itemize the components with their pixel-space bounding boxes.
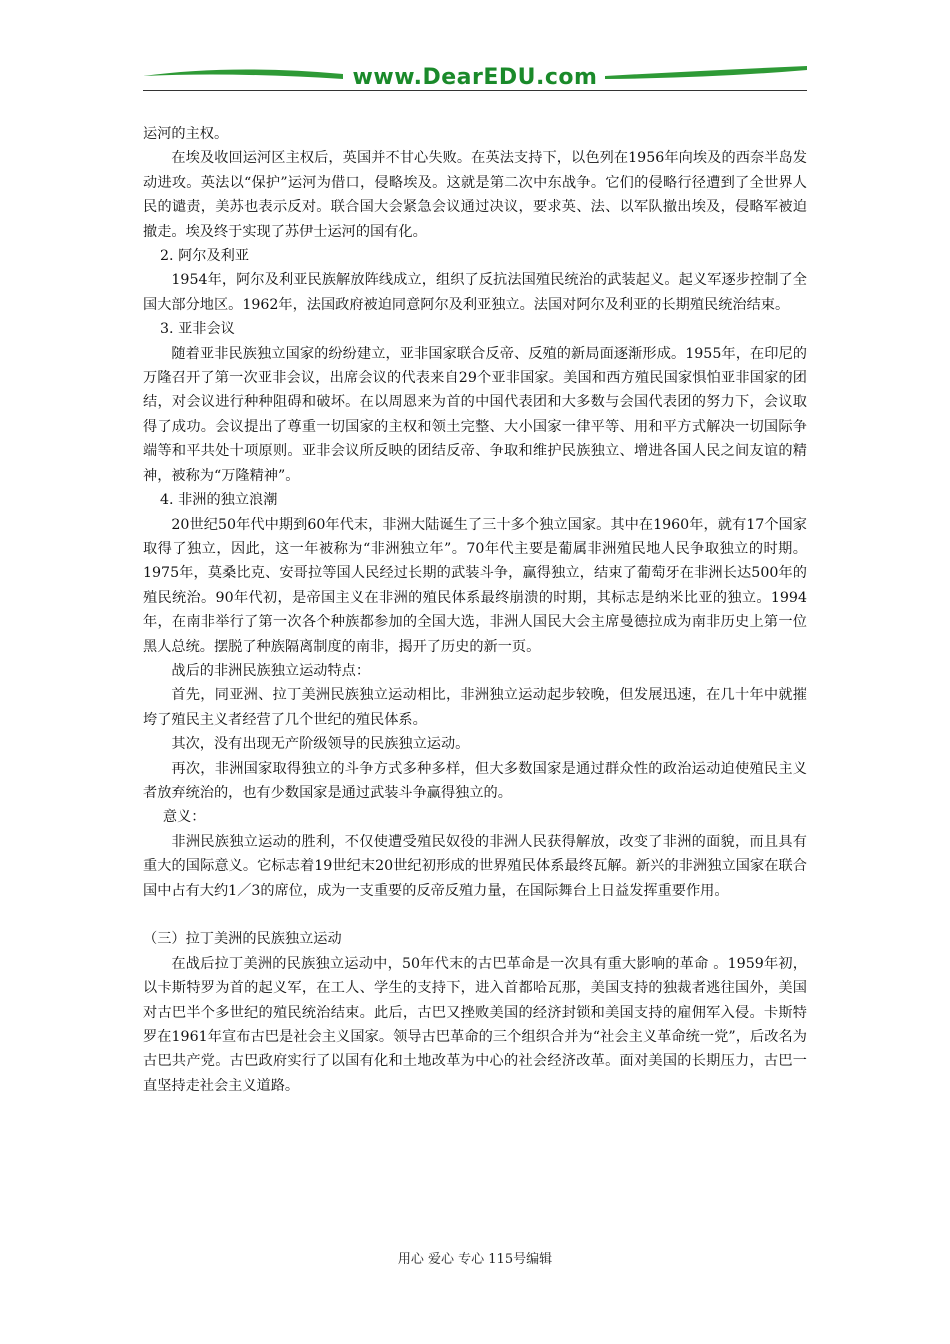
paragraph: 20世纪50年代中期到60年代末，非洲大陆诞生了三十多个独立国家。其中在1960年，就有17个国家取得了独立，因此，这一年被称为“非洲独立年”。70年代主要是葡属非洲殖民地人民争取独立的时期。1975年，莫桑比克、安哥拉等国人民经过长期的武装斗争，赢得独立，结束了葡萄牙在非洲长达500年的殖民统治。90年代初，是帝国主义在非洲的殖民体系最终崩溃的时期，其标志是纳米比亚的独立。1994年，在南非举行了第一次各个种族都参加的全国大选，非洲人国民大会主席曼德拉成为南非历史上第一位黑人总统。摆脱了种族隔离制度的南非，揭开了历史的新一页。	[143, 516, 807, 655]
paragraph: 再次，非洲国家取得独立的斗争方式多种多样，但大多数国家是通过群众性的政治运动迫使殖民主义者放弃统治的，也有少数国家是通过武装斗争赢得独立的。	[143, 760, 807, 801]
section-heading: 4. 非洲的独立浪潮	[160, 492, 278, 509]
blank-line	[143, 903, 807, 927]
paragraph: 运河的主权。	[143, 126, 229, 142]
page-footer: 用心 爱心 专心 115号编辑	[397, 1252, 553, 1267]
section-heading: 意义：	[162, 809, 206, 826]
page-header	[143, 60, 807, 94]
paragraph: 在埃及收回运河区主权后，英国并不甘心失败。在英法支持下，以色列在1956年向埃及的西奈半岛发动进攻。英法以“保护”运河为借口，侵略埃及。这就是第二次中东战争。它们的侵略行径遭到了全世界人民的谴责，美苏也表示反对。联合国大会紧急会议通过决议，要求英、法、以军队撤出埃及，侵略军被迫撤走。埃及终于实现了苏伊士运河的国有化。	[143, 150, 807, 240]
paragraph: 战后的非洲民族独立运动特点：	[171, 662, 371, 679]
paragraph: 随着亚非民族独立国家的纷纷建立，亚非国家联合反帝、反殖的新局面逐渐形成。1955年，在印尼的万隆召开了第一次亚非会议，出席会议的代表来自29个亚非国家。美国和西方殖民国家惧怕亚非国家的团结，对会议进行种种阻碍和破坏。在以周恩来为首的中国代表团和大多数与会国代表团的努力下，会议取得了成功。会议提出了尊重一切国家的主权和领土完整、大小国家一律平等、用和平方式解决一切国际争端等和平共处十项原则。亚非会议所反映的团结反帝、争取和维护民族独立、增进各国人民之间友谊的精神，被称为“万隆精神”。	[143, 345, 807, 484]
site-logo: www.DearEDU.com	[352, 65, 598, 90]
section-heading: 2. 阿尔及利亚	[160, 248, 250, 265]
paragraph: 首先，同亚洲、拉丁美洲民族独立运动相比，非洲独立运动起步较晚，但发展迅速，在几十年中就摧垮了殖民主义者经营了几个世纪的殖民体系。	[143, 687, 807, 728]
section-heading: 3. 亚非会议	[160, 321, 235, 338]
paragraph: 其次，没有出现无产阶级领导的民族独立运动。	[171, 736, 470, 753]
paragraph: 非洲民族独立运动的胜利，不仅使遭受殖民奴役的非洲人民获得解放，改变了非洲的面貌，而且具有重大的国际意义。它标志着19世纪末20世纪初形成的世界殖民体系最终瓦解。新兴的非洲独立国家在联合国中占有大约1／3的席位，成为一支重要的反帝反殖力量，在国际舞台上日益发挥重要作用。	[143, 833, 807, 899]
section-heading: （三）拉丁美洲的民族独立运动	[143, 931, 342, 948]
paragraph: 1954年，阿尔及利亚民族解放阵线成立，组织了反抗法国殖民统治的武装起义。起义军逐步控制了全国大部分地区。1962年，法国政府被迫同意阿尔及利亚独立。法国对阿尔及利亚的长期殖民统治结束。	[143, 272, 807, 313]
paragraph: 在战后拉丁美洲的民族独立运动中，50年代末的古巴革命是一次具有重大影响的革命 。1959年初，以卡斯特罗为首的起义军，在工人、学生的支持下，进入首都哈瓦那，美国支持的独裁者逃往国外，美国对古巴半个多世纪的殖民统治结束。此后，古巴又挫败美国的经济封锁和美国支持的雇佣军入侵。卡斯特罗在1961年宣布古巴是社会主义国家。领导古巴革命的三个组织合并为“社会主义革命统一党”，后改名为古巴共产党。古巴政府实行了以国有化和土地改革为中心的社会经济改革。面对美国的长期压力，古巴一直坚持走社会主义道路。	[143, 955, 807, 1094]
document-body	[143, 122, 807, 1098]
header-divider	[143, 90, 807, 91]
